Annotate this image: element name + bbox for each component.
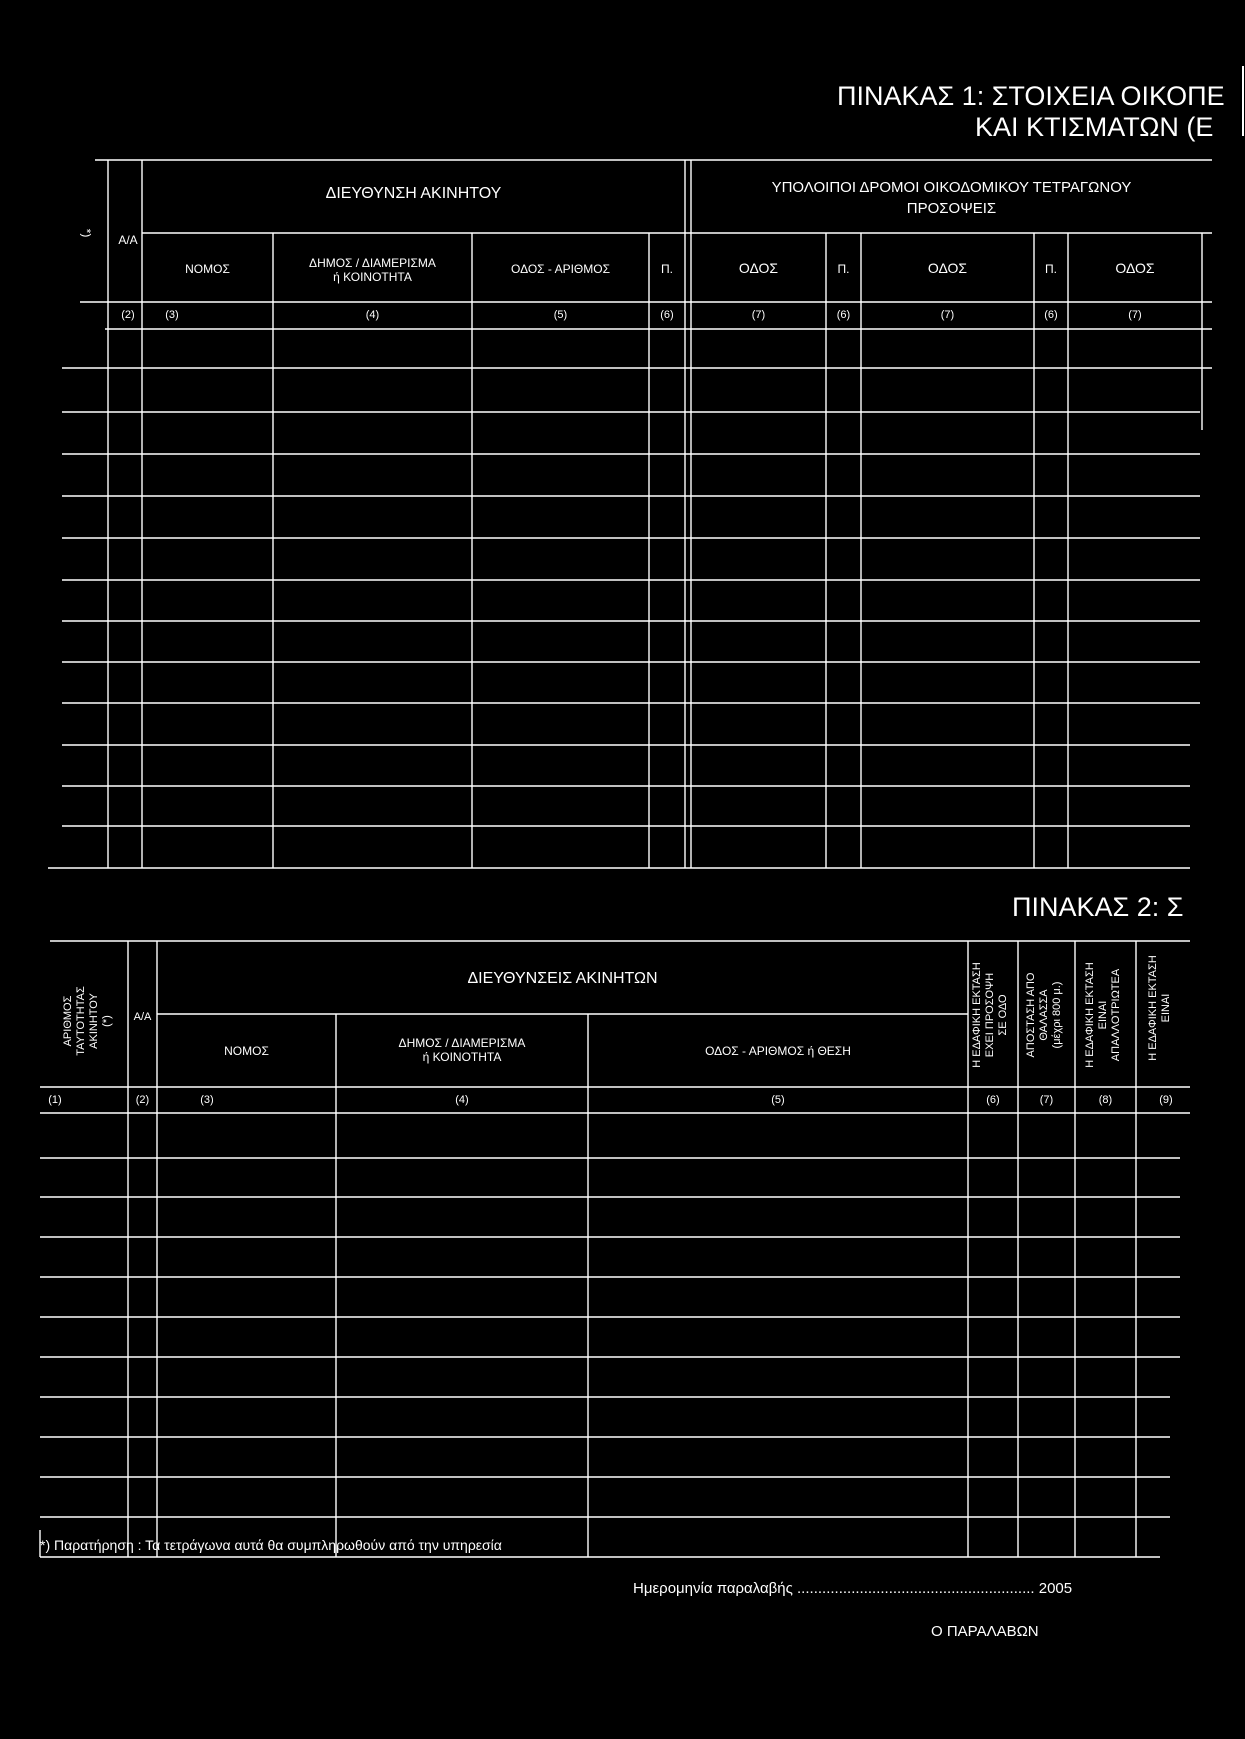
table2-col8-line1: Η ΕΔΑΦΙΚΗ ΕΚΤΑΣΗ (1084, 962, 1096, 1068)
table2-num-2: (2) (135, 1094, 150, 1106)
table1-col-odos-1: ΟΔΟΣ (738, 260, 779, 276)
table1-col-dimos-line1: ΔΗΜΟΣ / ΔΙΑΜΕΡΙΣΜΑ (309, 256, 436, 270)
table2-num-7: (7) (1039, 1094, 1054, 1106)
table1-num-6b: (6) (836, 309, 851, 321)
table2-col6-line2: ΕΧΕΙ ΠΡΟΣΟΨΗ (984, 972, 996, 1058)
table2-col8-line2: ΕΙΝΑΙ (1097, 1000, 1109, 1030)
table1-num-3: (3) (165, 309, 179, 321)
table2-col7-line3: (μέχρι 800 μ.) (1051, 981, 1063, 1049)
table1-num-7a: (7) (751, 309, 766, 321)
table2-col-dimos-line1: ΔΗΜΟΣ / ΔΙΑΜΕΡΙΣΜΑ (398, 1036, 526, 1050)
table2-col-nomos: ΝΟΜΟΣ (224, 1044, 269, 1058)
table2-col1-header (62, 961, 118, 1081)
table2-num-3: (3) (200, 1094, 214, 1106)
table1-col-p-3: Π. (1045, 262, 1057, 276)
table2-num-1: (1) (48, 1094, 62, 1106)
table2-col7-line2: ΘΑΛΑΣΣΑ (1038, 989, 1050, 1041)
table2-col-dimos-line2: ή ΚΟΙΝΟΤΗΤΑ (422, 1050, 502, 1064)
table1-num-5: (5) (553, 309, 568, 321)
table2-col9-line2: ΕΙΝΑΙ (1160, 993, 1172, 1023)
footer-note: *) Παρατήρηση : Τα τετράγωνα αυτά θα συμπληρωθούν από την υπηρεσία (40, 1537, 502, 1553)
table1-col-p: Π. (661, 262, 673, 276)
footer-receiver: Ο ΠΑΡΑΛΑΒΩΝ (931, 1623, 1039, 1640)
table1-num-4: (4) (365, 309, 380, 321)
table2-num-9: (9) (1159, 1094, 1173, 1106)
table2-address-group-header: ΔΙΕΥΘΥΝΣΕΙΣ ΑΚΙΝΗΤΩΝ (467, 970, 658, 987)
table2-num-8: (8) (1098, 1094, 1113, 1106)
table2-aa-header: Α/Α (133, 1011, 152, 1023)
table2-col1-line4: (*) (101, 1015, 113, 1027)
table2-num-4: (4) (455, 1094, 469, 1106)
table2-col9-header (1147, 938, 1177, 1078)
table1-col-nomos: ΝΟΜΟΣ (185, 262, 230, 276)
table1-address-group-header: ΔΙΕΥΘΥΝΣΗ ΑΚΙΝΗΤΟΥ (325, 185, 502, 202)
table2-title: ΠΙΝΑΚΑΣ 2: Σ (1012, 892, 1184, 922)
table1-title-line2: ΚΑΙ ΚΤΙΣΜΑΤΩΝ (Ε (975, 112, 1214, 142)
table2-col1-line3: ΑΚΙΝΗΤΟΥ (88, 993, 100, 1049)
table1-aa-header: Α/Α (118, 233, 138, 247)
table1-num-2: (2) (121, 309, 135, 321)
table2-col-odos: ΟΔΟΣ - ΑΡΙΘΜΟΣ ή ΘΕΣΗ (705, 1044, 851, 1058)
table1-num-7b: (7) (940, 309, 955, 321)
table1-num-7c: (7) (1128, 309, 1142, 321)
table1-num-6a: (6) (660, 309, 674, 321)
table2-col1-line2: ΤΑΥΤΟΤΗΤΑΣ (75, 986, 87, 1056)
table2-col1-line1: ΑΡΙΘΜΟΣ (62, 995, 74, 1047)
table1-star-label: *) (79, 228, 94, 238)
table1-col-p-2: Π. (837, 262, 850, 276)
table1-title-line1: ΠΙΝΑΚΑΣ 1: ΣΤΟΙΧΕΙΑ ΟΙΚΟΠΕ (837, 81, 1225, 111)
table1-col-dimos-line2: ή ΚΟΙΝΟΤΗΤΑ (333, 270, 412, 284)
table1-roads-group-header-line2: ΠΡΟΣΟΨΕΙΣ (906, 200, 997, 217)
table2-col6-header (971, 945, 1015, 1085)
table1-col-odos-arithmos: ΟΔΟΣ - ΑΡΙΘΜΟΣ (510, 262, 611, 276)
table2-num-6: (6) (986, 1094, 1000, 1106)
table2-col9-line1: Η ΕΔΑΦΙΚΗ ΕΚΤΑΣΗ (1147, 955, 1159, 1061)
table2-num-5: (5) (771, 1094, 785, 1106)
table2-col7-header (1025, 945, 1069, 1085)
footer-date-line: Ημερομηνία παραλαβής ......................................................... 2005 (633, 1580, 1073, 1597)
table1-col-odos-3: ΟΔΟΣ (1115, 260, 1155, 276)
table2-col7-line1: ΑΠΟΣΤΑΣΗ ΑΠΟ (1025, 972, 1037, 1058)
table2-col8-header (1084, 945, 1128, 1085)
table2-col8-line3: ΑΠΑΛΛΟΤΡΙΩΤΕΑ (1110, 968, 1122, 1062)
table2-col6-line3: ΣΕ ΟΔΟ (997, 994, 1009, 1036)
table1-col-odos-2: ΟΔΟΣ (927, 260, 968, 276)
table1-num-6c: (6) (1044, 309, 1058, 321)
table2-col6-line1: Η ΕΔΑΦΙΚΗ ΕΚΤΑΣΗ (971, 962, 983, 1068)
table1-roads-group-header-line1: ΥΠΟΛΟΙΠΟΙ ΔΡΟΜΟΙ ΟΙΚΟΔΟΜΙΚΟΥ ΤΕΤΡΑΓΩΝΟΥ (771, 179, 1132, 196)
